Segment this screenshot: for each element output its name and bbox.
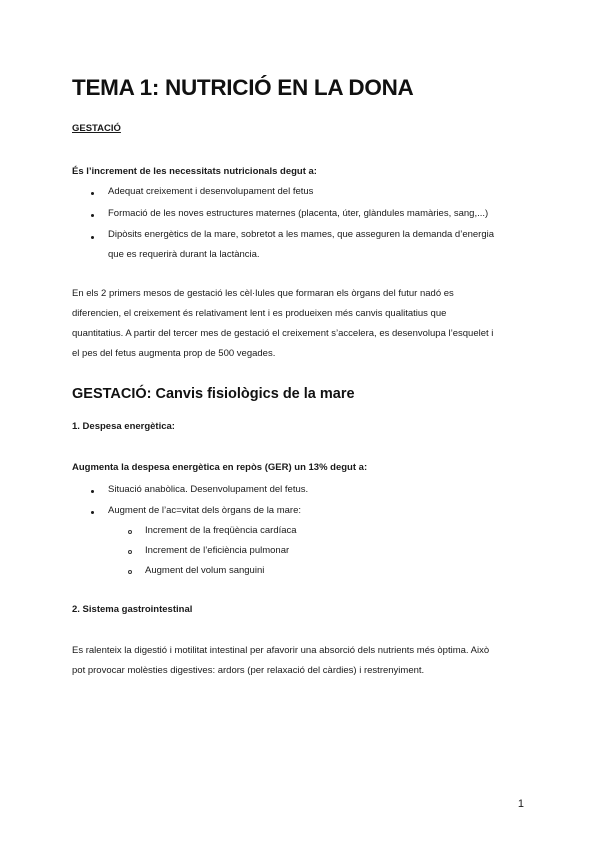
section-heading-canvis: GESTACIÓ: Canvis fisiològics de la mare	[72, 386, 355, 402]
list-item: Formació de les noves estructures maternes (placenta, úter, glàndules mamàries, sang,...)	[108, 208, 489, 219]
page-title: TEMA 1: NUTRICIÓ EN LA DONA	[72, 75, 414, 100]
subheading-gastro: 2. Sistema gastrointestinal	[72, 604, 193, 615]
list-item: Dipòsits energètics de la mare, sobretot a les mames, que asseguren la demanda d’energia	[108, 229, 495, 240]
bullet-icon	[91, 490, 94, 493]
sub-list-item: Increment de l’eficiència pulmonar	[145, 545, 290, 556]
paragraph-line: el pes del fetus augmenta prop de 500 vegades.	[72, 348, 276, 359]
bullet-icon	[91, 214, 94, 217]
list-item: Augment de l’ac=vitat dels òrgans de la mare:	[108, 505, 302, 516]
paragraph-line: pot provocar molèsties digestives: ardors (per relaxació del càrdies) i restrenyiment.	[72, 665, 425, 676]
section-heading-gestacio: GESTACIÓ	[72, 123, 121, 134]
page-number: 1	[517, 798, 524, 810]
paragraph-line: Es ralenteix la digestió i motilitat intestinal per afavorir una absorció dels nutrients més òptima. Això	[72, 645, 490, 656]
bullet-icon	[91, 192, 94, 195]
list-item: Situació anabòlica. Desenvolupament del fetus.	[108, 484, 309, 495]
paragraph-line: quantitatius. A partir del tercer mes de gestació el creixement s’accelera, es desenvolupa l’esquelet i	[72, 328, 494, 339]
circle-bullet-icon	[128, 550, 132, 554]
paragraph-line: diferencien, el creixement és relativament lent i es produeixen més canvis qualitatius que	[72, 308, 447, 319]
paragraph-line: En els 2 primers mesos de gestació les cèl·lules que formaran els òrgans del futur nadó es	[72, 288, 454, 299]
sub-list-item: Increment de la freqüència cardíaca	[145, 525, 297, 536]
sub-list-item: Augment del volum sanguini	[145, 565, 265, 576]
list-item: Adequat creixement i desenvolupament del fetus	[108, 186, 314, 197]
intro-line: Augmenta la despesa energètica en repòs (GER) un 13% degut a:	[72, 462, 368, 473]
circle-bullet-icon	[128, 530, 132, 534]
bullet-icon	[91, 511, 94, 514]
list-item-continuation: que es requerirà durant la lactància.	[108, 249, 260, 260]
bullet-icon	[91, 236, 94, 239]
intro-line: És l’increment de les necessitats nutricionals degut a:	[72, 166, 317, 177]
subheading-despesa: 1. Despesa energètica:	[72, 421, 175, 432]
circle-bullet-icon	[128, 570, 132, 574]
